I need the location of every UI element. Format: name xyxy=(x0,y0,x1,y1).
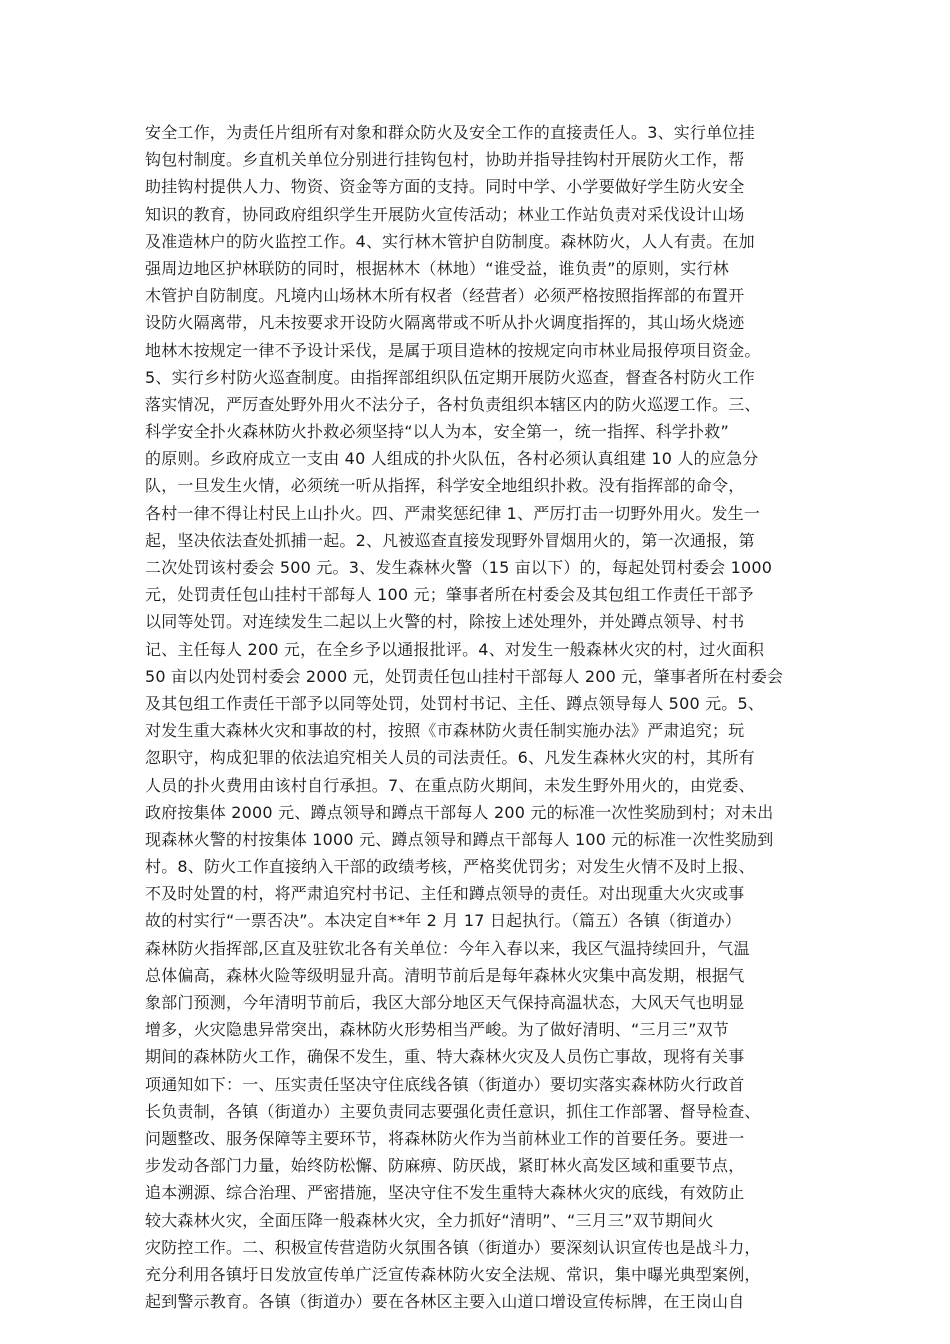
text-line: 及准造林户的防火监控工作。4、实行林木管护自防制度。森林防火，人人有责。在加 xyxy=(145,231,755,251)
text-line: 5、实行乡村防火巡查制度。由指挥部组织队伍定期开展防火巡查，督查各村防火工作 xyxy=(145,367,755,387)
text-line: 强周边地区护林联防的同时，根据林木（林地）“谁受益，谁负责”的原则，实行林 xyxy=(145,258,729,278)
text-line: 的原则。乡政府成立一支由 40 人组成的扑火队伍，各村必须认真组建 10 人的应急分 xyxy=(145,449,759,469)
text-line: 忽职守，构成犯罪的依法追究相关人员的司法责任。6、凡发生森林火灾的村，其所有 xyxy=(145,748,755,768)
text-line: 步发动各部门力量，始终防松懈、防麻痹、防厌战，紧盯林火高发区域和重要节点， xyxy=(145,1156,745,1176)
text-line: 人员的扑火费用由该村自行承担。7、在重点防火期间，未发生野外用火的，由党委、 xyxy=(145,775,755,795)
text-line: 故的村实行“一票否决”。本决定自**年 2 月 17 日起执行。（篇五）各镇（街道办） xyxy=(145,911,742,931)
text-line: 木管护自防制度。凡境内山场林木所有权者（经营者）必须严格按照指挥部的布置开 xyxy=(145,286,745,306)
body-text xyxy=(145,119,810,1315)
text-line: 增多，火灾隐患异常突出，森林防火形势相当严峻。为了做好清明、“三月三”双节 xyxy=(145,1020,729,1040)
text-line: 二次处罚该村委会 500 元。3、发生森林火警（15 亩以下）的，每起处罚村委会 1000 xyxy=(145,558,773,577)
text-line: 充分利用各镇圩日发放宣传单广泛宣传森林防火安全法规、常识，集中曝光典型案例， xyxy=(145,1264,761,1284)
text-line: 各村一律不得让村民上山扑火。四、严肃奖惩纪律 1、严厉打击一切野外用火。发生一 xyxy=(145,503,761,523)
text-line: 问题整改、服务保障等主要环节，将森林防火作为当前林业工作的首要任务。要进一 xyxy=(145,1128,745,1148)
text-line: 落实情况，严厉查处野外用火不法分子，各村负责组织本辖区内的防火巡逻工作。三、 xyxy=(145,394,761,414)
text-line: 项通知如下：一、压实责任坚决守住底线各镇（街道办）要切实落实森林防火行政首 xyxy=(145,1074,745,1094)
text-line: 设防火隔离带，凡未按要求开设防火隔离带或不听从扑火调度指挥的，其山场火烧迹 xyxy=(145,313,745,333)
text-line: 村。8、防火工作直接纳入干部的政绩考核，严格奖优罚劣；对发生火情不及时上报、 xyxy=(145,857,755,877)
text-line: 队，一旦发生火情，必须统一听从指挥，科学安全地组织扑救。没有指挥部的命令， xyxy=(145,476,745,496)
text-line: 钩包村制度。乡直机关单位分别进行挂钩包村，协助并指导挂钩村开展防火工作，帮 xyxy=(145,150,745,170)
text-line: 长负责制，各镇（街道办）主要负责同志要强化责任意识，抓住工作部署、督导检查、 xyxy=(145,1101,761,1121)
text-line: 象部门预测，今年清明节前后，我区大部分地区天气保持高温状态，大风天气也明显 xyxy=(145,993,745,1012)
text-line: 森林防火指挥部,区直及驻钦北各有关单位：今年入春以来，我区气温持续回升，气温 xyxy=(145,938,750,958)
text-line: 期间的森林防火工作，确保不发生，重、特大森林火灾及人员伤亡事故，现将有关事 xyxy=(145,1047,745,1067)
text-line: 追本溯源、综合治理、严密措施，坚决守住不发生重特大森林火灾的底线，有效防止 xyxy=(145,1183,745,1203)
text-line: 50 亩以内处罚村委会 2000 元，处罚责任包山挂村干部每人 200 元，肇事者所在村委会 xyxy=(145,666,784,686)
text-line: 现森林火警的村按集体 1000 元、蹲点领导和蹲点干部每人 100 元的标准一次性奖励到 xyxy=(145,829,774,849)
text-line: 记、主任每人 200 元，在全乡予以通报批评。4、对发生一般森林火灾的村，过火面积 xyxy=(145,639,765,659)
text-line: 科学安全扑火森林防火扑救必须坚持“以人为本，安全第一，统一指挥、科学扑救” xyxy=(145,422,729,442)
text-line: 安全工作，为责任片组所有对象和群众防火及安全工作的直接责任人。3、实行单位挂 xyxy=(145,123,755,142)
text-line: 政府按集体 2000 元、蹲点领导和蹲点干部每人 200 元的标准一次性奖励到村；对未出 xyxy=(145,802,774,822)
text-line: 及其包组工作责任干部予以同等处罚，处罚村书记、主任、蹲点领导每人 500 元。5、 xyxy=(145,693,765,713)
text-line: 元，处罚责任包山挂村干部每人 100 元；肇事者所在村委会及其包组工作责任干部予 xyxy=(145,585,754,605)
text-line: 助挂钩村提供人力、物资、资金等方面的支持。同时中学、小学要做好学生防火安全 xyxy=(145,177,745,197)
text-line: 总体偏高，森林火险等级明显升高。清明节前后是每年森林火灾集中高发期，根据气 xyxy=(145,965,745,985)
text-line: 以同等处罚。对连续发生二起以上火警的村，除按上述处理外，并处蹲点领导、村书 xyxy=(145,612,745,632)
text-line: 对发生重大森林火灾和事故的村，按照《市森林防火责任制实施办法》严肃追究；玩 xyxy=(145,721,745,741)
text-line: 较大森林火灾，全面压降一般森林火灾，全力抓好“清明”、“三月三”双节期间火 xyxy=(145,1210,714,1230)
text-line: 地林木按规定一律不予设计采伐，是属于项目造林的按规定向市林业局报停项目资金。 xyxy=(145,340,761,360)
text-line: 知识的教育，协同政府组织学生开展防火宣传活动；林业工作站负责对采伐设计山场 xyxy=(145,204,745,224)
text-line: 起到警示教育。各镇（街道办）要在各林区主要入山道口增设宣传标牌，在王岗山自 xyxy=(145,1292,745,1312)
text-line: 灾防控工作。二、积极宣传营造防火氛围各镇（街道办）要深刻认识宣传也是战斗力， xyxy=(145,1237,761,1257)
text-line: 不及时处置的村，将严肃追究村书记、主任和蹲点领导的责任。对出现重大火灾或事 xyxy=(145,884,745,904)
text-line: 起，坚决依法查处抓捕一起。2、凡被巡查直接发现野外冒烟用火的，第一次通报，第 xyxy=(145,530,755,550)
